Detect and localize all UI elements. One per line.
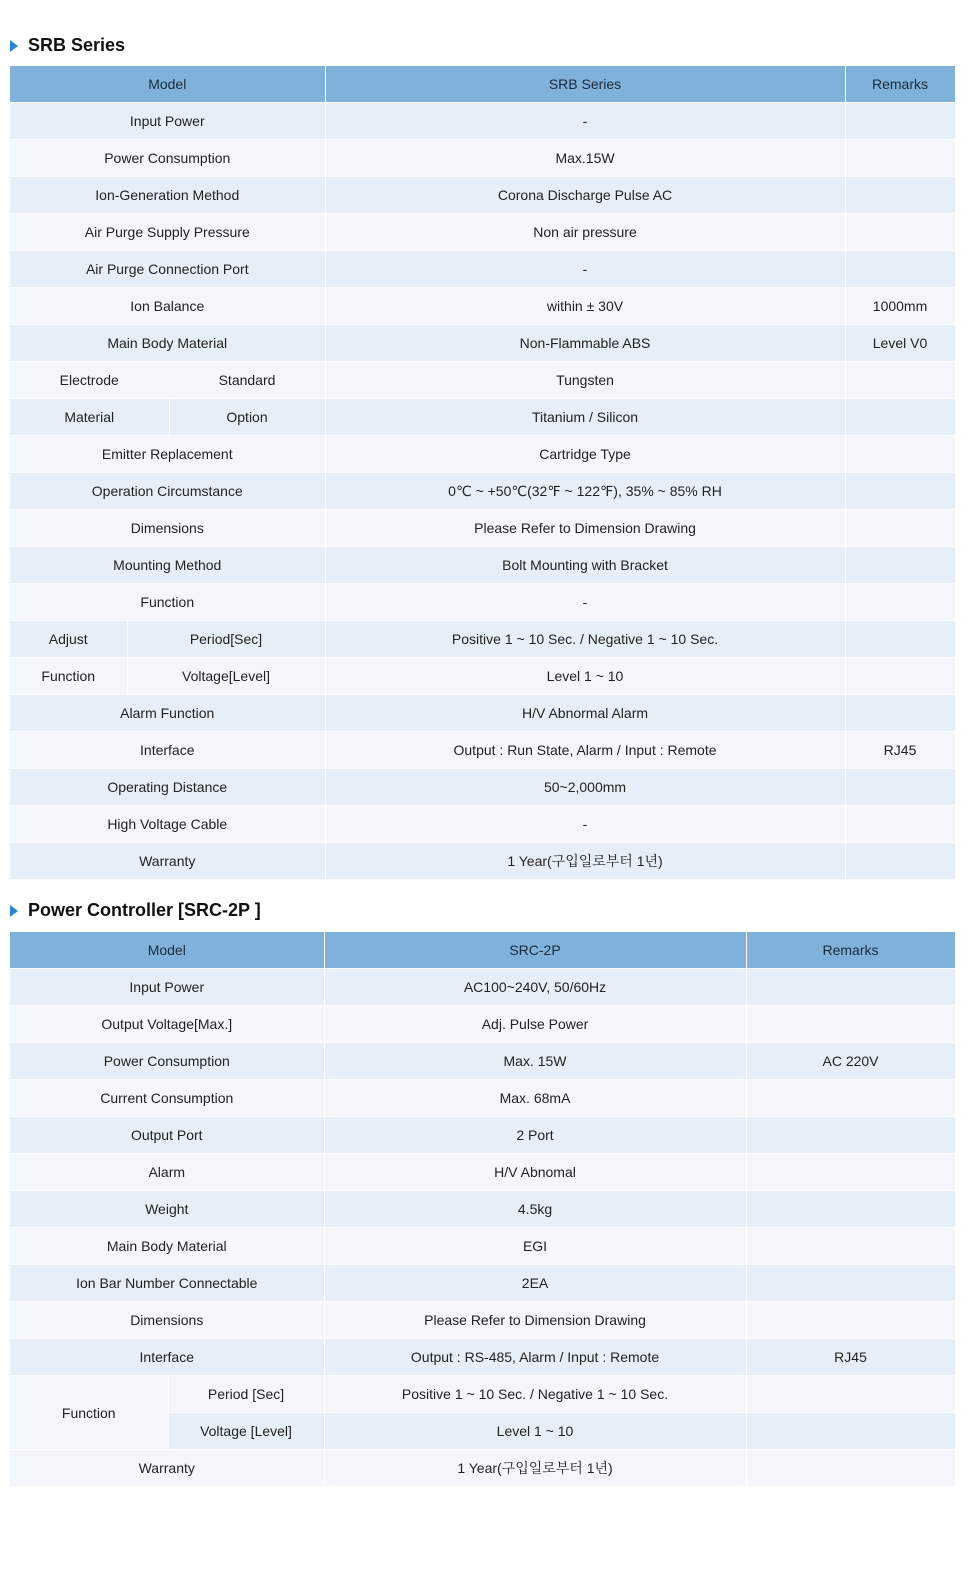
srb-section-title	[10, 35, 125, 56]
row-value: Output : RS-485, Alarm / Input : Remote	[324, 1339, 746, 1376]
row-value: Please Refer to Dimension Drawing	[324, 1302, 746, 1339]
row-sublabel: Option	[169, 399, 325, 436]
row-remarks	[845, 843, 955, 880]
row-remarks	[845, 621, 955, 658]
row-group-label: Function	[10, 1376, 168, 1450]
row-value: Max. 15W	[324, 1043, 746, 1080]
src-title-text: Power Controller [SRC-2P ]	[28, 900, 261, 920]
row-remarks	[845, 510, 955, 547]
table-row	[10, 547, 955, 584]
src-section-title	[10, 900, 261, 921]
row-label: Weight	[10, 1191, 324, 1228]
row-value: Bolt Mounting with Bracket	[325, 547, 845, 584]
row-remarks	[845, 695, 955, 732]
header-model: Model	[10, 66, 325, 103]
bullet-triangle-icon	[10, 905, 18, 917]
row-sublabel: Voltage[Level]	[127, 658, 325, 695]
row-value: -	[325, 103, 845, 140]
row-remarks	[845, 140, 955, 177]
row-value: Level 1 ~ 10	[325, 658, 845, 695]
row-remarks	[845, 584, 955, 621]
row-remarks: RJ45	[746, 1339, 955, 1376]
row-value: 1 Year(구입일로부터 1년)	[325, 843, 845, 880]
row-sublabel: Voltage [Level]	[168, 1413, 324, 1450]
bullet-triangle-icon	[10, 40, 18, 52]
table-row	[10, 621, 955, 658]
row-remarks	[746, 1302, 955, 1339]
row-label: Operation Circumstance	[10, 473, 325, 510]
row-value: 2EA	[324, 1265, 746, 1302]
row-group-label: Function	[10, 658, 127, 695]
row-value: Non-Flammable ABS	[325, 325, 845, 362]
table-row	[10, 1339, 955, 1376]
row-value: -	[325, 806, 845, 843]
table-row	[10, 510, 955, 547]
row-remarks	[746, 1228, 955, 1265]
row-label: Alarm	[10, 1154, 324, 1191]
header-series: SRC-2P	[324, 932, 746, 969]
row-label: Power Consumption	[10, 1043, 324, 1080]
table-row	[10, 1191, 955, 1228]
table-row	[10, 1265, 955, 1302]
table-row	[10, 399, 955, 436]
row-label: Interface	[10, 1339, 324, 1376]
row-label: Output Voltage[Max.]	[10, 1006, 324, 1043]
row-sublabel: Period[Sec]	[127, 621, 325, 658]
row-value: -	[325, 584, 845, 621]
row-label: Mounting Method	[10, 547, 325, 584]
row-value: -	[325, 251, 845, 288]
row-remarks	[845, 769, 955, 806]
table-row	[10, 584, 955, 621]
row-label: High Voltage Cable	[10, 806, 325, 843]
header-model: Model	[10, 932, 324, 969]
row-value: H/V Abnomal	[324, 1154, 746, 1191]
row-remarks	[746, 1117, 955, 1154]
table-row	[10, 473, 955, 510]
row-value: within ± 30V	[325, 288, 845, 325]
row-sublabel: Period [Sec]	[168, 1376, 324, 1413]
table-row	[10, 1080, 955, 1117]
table-row	[10, 1450, 955, 1487]
row-label: Power Consumption	[10, 140, 325, 177]
row-group-label: Adjust	[10, 621, 127, 658]
row-value: Non air pressure	[325, 214, 845, 251]
row-value: 1 Year(구입일로부터 1년)	[324, 1450, 746, 1487]
row-value: Max.15W	[325, 140, 845, 177]
row-remarks: 1000mm	[845, 288, 955, 325]
row-value: EGI	[324, 1228, 746, 1265]
table-row	[10, 140, 955, 177]
row-remarks	[746, 1080, 955, 1117]
table-row	[10, 1376, 955, 1413]
row-remarks	[845, 362, 955, 399]
table-row	[10, 1228, 955, 1265]
row-value: 4.5kg	[324, 1191, 746, 1228]
row-label: Alarm Function	[10, 695, 325, 732]
header-remarks: Remarks	[845, 66, 955, 103]
row-remarks	[746, 1191, 955, 1228]
row-remarks	[845, 251, 955, 288]
row-remarks	[746, 969, 955, 1006]
table-row	[10, 806, 955, 843]
table-row	[10, 177, 955, 214]
src-spec-table	[10, 932, 956, 1487]
row-remarks: Level V0	[845, 325, 955, 362]
row-label: Function	[10, 584, 325, 621]
row-sublabel: Standard	[169, 362, 325, 399]
table-row	[10, 1043, 955, 1080]
row-remarks	[746, 1265, 955, 1302]
table-row	[10, 362, 955, 399]
row-remarks	[845, 658, 955, 695]
row-value: Corona Discharge Pulse AC	[325, 177, 845, 214]
row-value: 0℃ ~ +50℃(32℉ ~ 122℉), 35% ~ 85% RH	[325, 473, 845, 510]
row-label: Interface	[10, 732, 325, 769]
table-header-row	[10, 66, 955, 103]
row-label: Air Purge Supply Pressure	[10, 214, 325, 251]
row-remarks: AC 220V	[746, 1043, 955, 1080]
row-remarks	[845, 473, 955, 510]
row-label: Input Power	[10, 103, 325, 140]
table-row	[10, 288, 955, 325]
row-remarks	[746, 1006, 955, 1043]
row-value: 50~2,000mm	[325, 769, 845, 806]
row-label: Current Consumption	[10, 1080, 324, 1117]
row-value: Tungsten	[325, 362, 845, 399]
table-row	[10, 103, 955, 140]
row-value: Positive 1 ~ 10 Sec. / Negative 1 ~ 10 Sec.	[325, 621, 845, 658]
row-remarks	[845, 399, 955, 436]
row-remarks: RJ45	[845, 732, 955, 769]
table-row	[10, 732, 955, 769]
row-label: Ion Balance	[10, 288, 325, 325]
table-row	[10, 1117, 955, 1154]
row-remarks	[845, 436, 955, 473]
table-row	[10, 214, 955, 251]
row-remarks	[845, 547, 955, 584]
row-remarks	[746, 1376, 955, 1413]
row-group-label: Electrode	[10, 362, 169, 399]
row-value: Positive 1 ~ 10 Sec. / Negative 1 ~ 10 Sec.	[324, 1376, 746, 1413]
srb-spec-table	[10, 66, 956, 880]
table-row	[10, 658, 955, 695]
row-value: Titanium / Silicon	[325, 399, 845, 436]
row-label: Main Body Material	[10, 325, 325, 362]
row-label: Main Body Material	[10, 1228, 324, 1265]
table-row	[10, 436, 955, 473]
row-label: Operating Distance	[10, 769, 325, 806]
row-value: Max. 68mA	[324, 1080, 746, 1117]
row-value: Output : Run State, Alarm / Input : Remote	[325, 732, 845, 769]
row-label: Air Purge Connection Port	[10, 251, 325, 288]
srb-title-text: SRB Series	[28, 35, 126, 55]
row-value: Please Refer to Dimension Drawing	[325, 510, 845, 547]
row-label: Output Port	[10, 1117, 324, 1154]
header-remarks: Remarks	[746, 932, 955, 969]
row-remarks	[845, 103, 955, 140]
row-remarks	[845, 177, 955, 214]
row-group-label: Material	[10, 399, 169, 436]
row-label: Input Power	[10, 969, 324, 1006]
table-header-row	[10, 932, 955, 969]
row-remarks	[746, 1413, 955, 1450]
table-row	[10, 769, 955, 806]
table-row	[10, 1154, 955, 1191]
row-value: H/V Abnormal Alarm	[325, 695, 845, 732]
row-remarks	[746, 1154, 955, 1191]
row-value: Adj. Pulse Power	[324, 1006, 746, 1043]
table-row	[10, 251, 955, 288]
row-label: Dimensions	[10, 1302, 324, 1339]
row-remarks	[845, 214, 955, 251]
row-value: Cartridge Type	[325, 436, 845, 473]
row-label: Dimensions	[10, 510, 325, 547]
row-label: Ion-Generation Method	[10, 177, 325, 214]
table-row	[10, 1006, 955, 1043]
table-row	[10, 1302, 955, 1339]
row-label: Warranty	[10, 843, 325, 880]
row-remarks	[845, 806, 955, 843]
row-label: Warranty	[10, 1450, 324, 1487]
row-remarks	[746, 1450, 955, 1487]
row-value: AC100~240V, 50/60Hz	[324, 969, 746, 1006]
table-row	[10, 695, 955, 732]
row-label: Emitter Replacement	[10, 436, 325, 473]
row-label: Ion Bar Number Connectable	[10, 1265, 324, 1302]
table-row	[10, 325, 955, 362]
row-value: Level 1 ~ 10	[324, 1413, 746, 1450]
table-row	[10, 843, 955, 880]
header-series: SRB Series	[325, 66, 845, 103]
table-row	[10, 969, 955, 1006]
row-value: 2 Port	[324, 1117, 746, 1154]
